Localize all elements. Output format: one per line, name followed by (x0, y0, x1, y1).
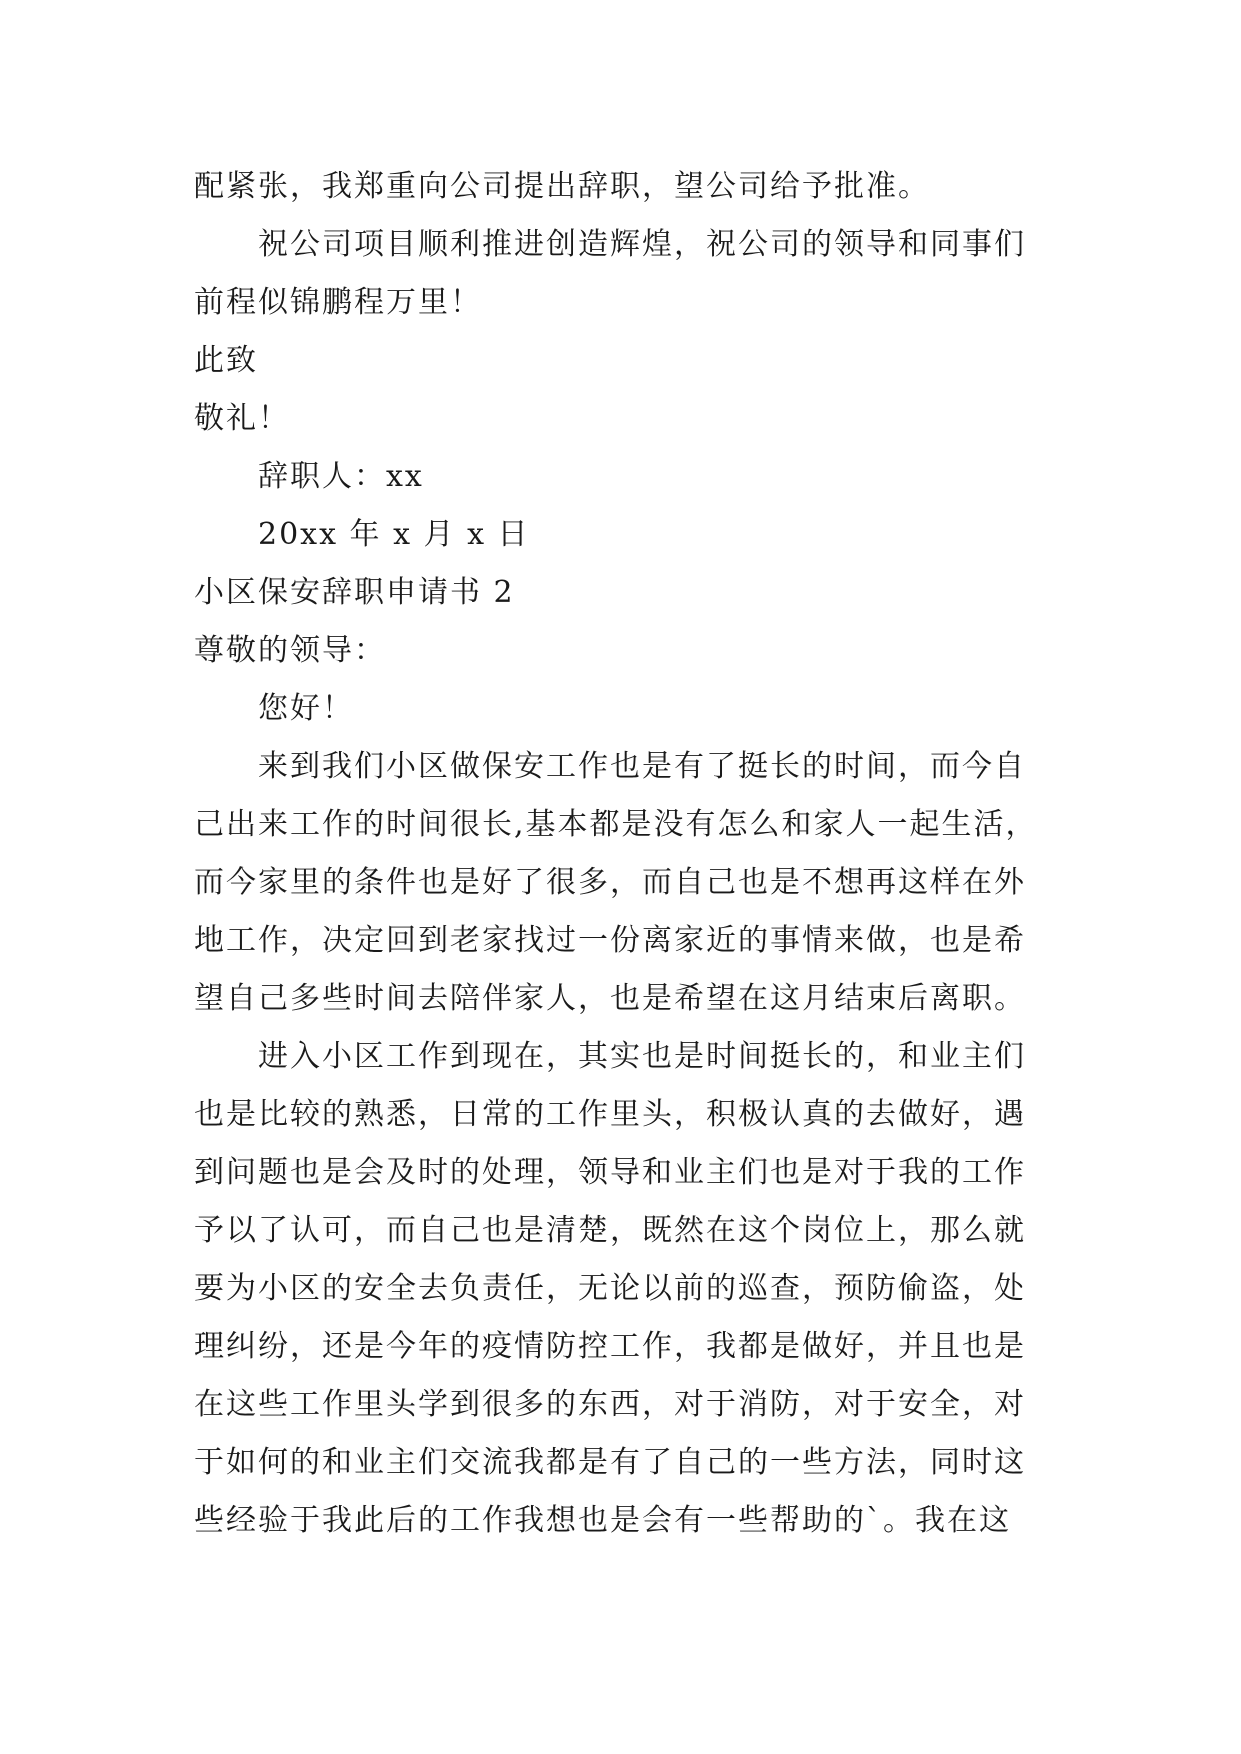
text-line: 配紧张，我郑重向公司提出辞职，望公司给予批准。 (194, 169, 930, 204)
signature-name: 辞职人：xx (258, 459, 424, 494)
text-line: 于如何的和业主们交流我都是有了自己的一些方法，同时这 (194, 1445, 1026, 1480)
text-line: 也是比较的熟悉，日常的工作里头，积极认真的去做好，遇 (194, 1097, 1026, 1132)
text-line: 进入小区工作到现在，其实也是时间挺长的，和业主们 (258, 1039, 1026, 1074)
text-line: 己出来工作的时间很长,基本都是没有怎么和家人一起生活， (194, 807, 1038, 842)
greeting: 尊敬的领导： (194, 633, 386, 668)
greeting-hello: 您好！ (258, 691, 354, 726)
closing-salutation: 此致 (194, 343, 258, 378)
text-line: 而今家里的条件也是好了很多，而自己也是不想再这样在外 (194, 865, 1026, 900)
text-line: 到问题也是会及时的处理，领导和业主们也是对于我的工作 (194, 1155, 1026, 1190)
text-line: 在这些工作里头学到很多的东西，对于消防，对于安全，对 (194, 1387, 1026, 1422)
text-line: 理纠纷，还是今年的疫情防控工作，我都是做好，并且也是 (194, 1329, 1026, 1364)
text-line: 来到我们小区做保安工作也是有了挺长的时间，而今自 (258, 749, 1026, 784)
text-line: 地工作，决定回到老家找过一份离家近的事情来做，也是希 (194, 923, 1026, 958)
text-line: 予以了认可，而自己也是清楚，既然在这个岗位上，那么就 (194, 1213, 1026, 1248)
text-line: 祝公司项目顺利推进创造辉煌，祝公司的领导和同事们 (258, 227, 1026, 262)
text-line: 些经验于我此后的工作我想也是会有一些帮助的`。我在这 (194, 1503, 1011, 1538)
signature-date: 20xx 年 x 月 x 日 (258, 517, 530, 552)
text-line: 要为小区的安全去负责任，无论以前的巡查，预防偷盗，处 (194, 1271, 1026, 1306)
section-title: 小区保安辞职申请书 2 (194, 575, 515, 610)
document-body (194, 158, 1054, 1550)
text-line: 望自己多些时间去陪伴家人，也是希望在这月结束后离职。 (194, 981, 1026, 1016)
text-line: 前程似锦鹏程万里！ (194, 285, 482, 320)
closing-regards: 敬礼！ (194, 401, 290, 436)
